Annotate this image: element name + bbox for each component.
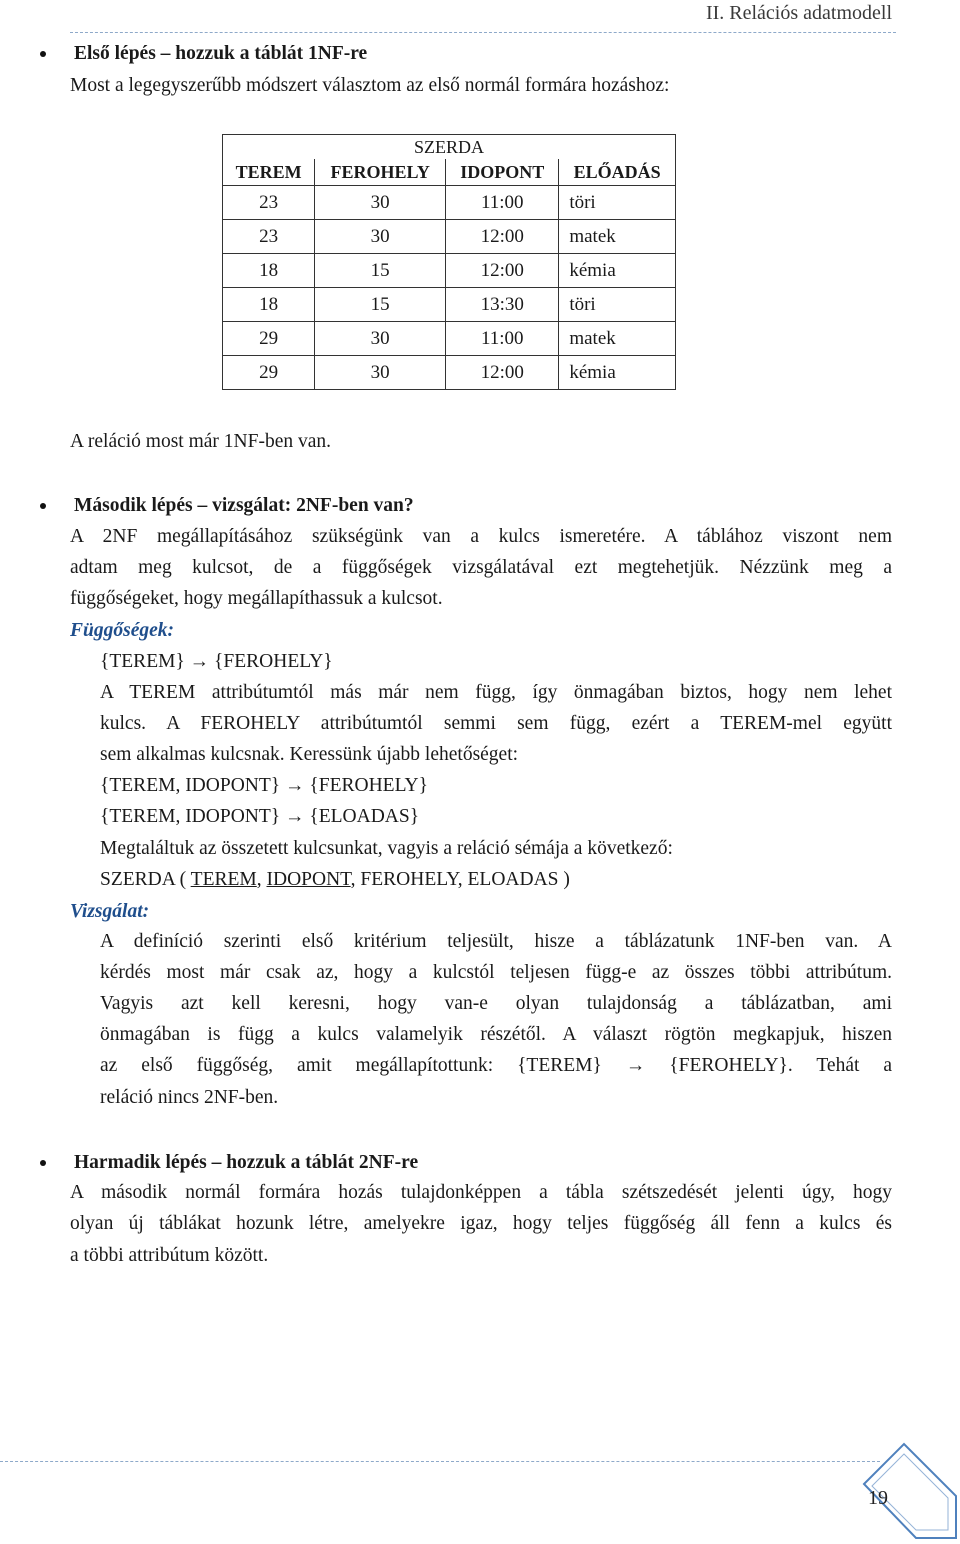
table-cell: kémia [559, 356, 676, 390]
table-row [223, 356, 676, 390]
szerda-table [222, 134, 676, 390]
dependency-2: {TEREM, IDOPONT} → {FEROHELY} [100, 775, 428, 796]
header-title: II. Relációs adatmodell [705, 2, 892, 24]
check-paragraph-line: az első függőség, amit megállapítottunk: {TEREM} → {FEROHELY}. Tehát a [100, 1055, 892, 1076]
table-cell: 29 [223, 356, 315, 390]
step3-paragraph-line: A második normál formára hozás tulajdonképpen a tábla szétszedését jelenti úgy, hogy [70, 1182, 892, 1203]
column-header: TEREM [223, 159, 315, 186]
header-divider [70, 32, 896, 33]
column-header: FEROHELY [315, 159, 446, 186]
table-caption: SZERDA [223, 135, 676, 160]
dependency-1: {TEREM} → {FEROHELY} [100, 651, 333, 672]
step2-paragraph-line: sem alkalmas kulcsnak. Keressünk újabb lehetőséget: [100, 744, 519, 765]
bullet-icon [40, 1160, 46, 1166]
table-cell: 29 [223, 322, 315, 356]
step3-paragraph-line: a többi attribútum között. [70, 1245, 269, 1266]
footer-divider [0, 1461, 880, 1462]
schema-rest: , FEROHELY, ELOADAS ) [350, 869, 570, 890]
table-cell: 11:00 [446, 186, 559, 220]
table-cell: kémia [559, 254, 676, 288]
step2-paragraph-line: A TEREM attribútumtól más már nem függ, így önmagában biztos, hogy nem lehet [100, 682, 892, 703]
check-paragraph-line: Vagyis azt kell keresni, hogy van-e olyan tulajdonság a táblázatban, ami [100, 993, 892, 1014]
check-label: Vizsgálat: [70, 901, 150, 922]
table-cell: 30 [315, 220, 446, 254]
step2-heading: Második lépés – vizsgálat: 2NF-ben van? [74, 495, 414, 516]
table-cell: 15 [315, 254, 446, 288]
table-row [223, 288, 676, 322]
after-table-text: A reláció most már 1NF-ben van. [70, 431, 332, 452]
step2-paragraph-line: függőségeket, hogy megállapíthassuk a kulcsot. [70, 588, 443, 609]
dependencies-label: Függőségek: [70, 620, 174, 641]
table-cell: töri [559, 186, 676, 220]
schema-key-terem: TEREM [190, 869, 257, 890]
step1-intro: Most a legegyszerűbb módszert választom az első normál formára hozáshoz: [70, 75, 670, 96]
table-cell: 12:00 [446, 254, 559, 288]
table-row [223, 254, 676, 288]
dependency-3: {TEREM, IDOPONT} → {ELOADAS} [100, 806, 420, 827]
step3-paragraph-line: olyan új táblákat hozunk létre, amelyekre igaz, hogy teljes függőség áll fenn a kulcs és [70, 1213, 892, 1234]
check-paragraph-line: A definíció szerinti első kritérium teljesült, hisze a táblázatunk 1NF-ben van. A [100, 931, 892, 952]
table-cell: matek [559, 322, 676, 356]
table-cell: 12:00 [446, 220, 559, 254]
table-cell: matek [559, 220, 676, 254]
check-paragraph-line: kérdés most már csak az, hogy a kulcstól teljesen függ-e az összes többi attribútum. [100, 962, 892, 983]
table-cell: 11:00 [446, 322, 559, 356]
step2-paragraph-line: A 2NF megállapításához szükségünk van a kulcs ismeretére. A táblához viszont nem [70, 526, 892, 547]
check-paragraph-line: reláció nincs 2NF-ben. [100, 1087, 279, 1108]
table-row [223, 322, 676, 356]
column-header: IDOPONT [446, 159, 559, 186]
schema-key-idopont: IDOPONT [266, 869, 351, 890]
schema-separator: , [256, 869, 267, 890]
table-cell: 18 [223, 254, 315, 288]
table-row [223, 186, 676, 220]
table-row [223, 220, 676, 254]
bullet-icon [40, 51, 46, 57]
step2-paragraph-line: adtam meg kulcsot, de a függőségek vizsgálatával ezt megtehetjük. Nézzünk meg a [70, 557, 892, 578]
table-cell: 18 [223, 288, 315, 322]
table-cell: 12:00 [446, 356, 559, 390]
table-cell: 30 [315, 322, 446, 356]
step3-heading: Harmadik lépés – hozzuk a táblát 2NF-re [74, 1152, 419, 1173]
schema-prefix: SZERDA ( [100, 869, 191, 890]
step2-paragraph-line: kulcs. A FEROHELY attribútumtól semmi sem függ, ezért a TEREM-mel együtt [100, 713, 892, 734]
check-paragraph-line: önmagában is függ a kulcs valamelyik részétől. A választ rögtön megkapjuk, hiszen [100, 1024, 892, 1045]
step1-heading: Első lépés – hozzuk a táblát 1NF-re [74, 43, 368, 64]
table-cell: 30 [315, 356, 446, 390]
table-cell: 30 [315, 186, 446, 220]
relation-schema [100, 867, 570, 893]
table-cell: 23 [223, 220, 315, 254]
column-header: ELŐADÁS [559, 159, 676, 186]
schema-intro: Megtaláltuk az összetett kulcsunkat, vagyis a reláció sémája a következő: [100, 838, 673, 859]
page-number: 19 [868, 1487, 888, 1509]
table-cell: töri [559, 288, 676, 322]
table-cell: 23 [223, 186, 315, 220]
bullet-icon [40, 503, 46, 509]
table-cell: 15 [315, 288, 446, 322]
table-cell: 13:30 [446, 288, 559, 322]
